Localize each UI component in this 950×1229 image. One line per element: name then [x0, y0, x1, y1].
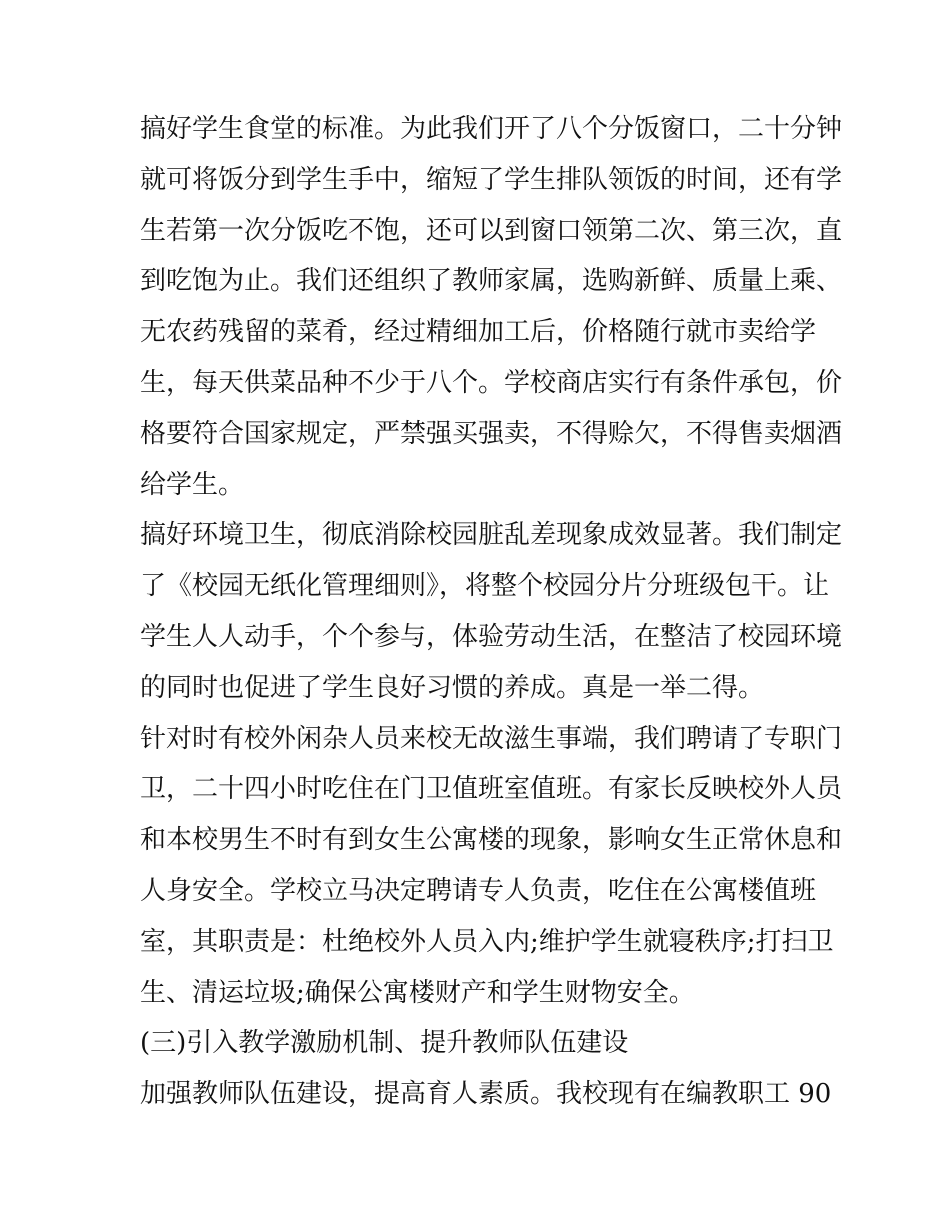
text-line: 室，其职责是：杜绝校外人员入内;维护学生就寝秩序;打扫卫 [140, 926, 834, 957]
text-line: 针对时有校外闲杂人员来校无故滋生事端，我们聘请了专职门 [140, 723, 843, 754]
paragraph-environment [140, 510, 843, 713]
heading-line: (三)引入教学激励机制、提升教师队伍建设 [140, 1028, 629, 1059]
text-line: 给学生。 [140, 469, 245, 500]
document-body [140, 104, 843, 1120]
text-line: 生，每天供菜品种不少于八个。学校商店实行有条件承包，价 [140, 367, 843, 398]
text-line: 的同时也促进了学生良好习惯的养成。真是一举二得。 [140, 672, 765, 703]
paragraph-security [140, 714, 843, 1019]
text-line: 格要符合国家规定，严禁强买强卖，不得赊欠，不得售卖烟酒 [140, 418, 843, 449]
section-heading [140, 1018, 812, 1069]
text-line: 到吃饱为止。我们还组织了教师家属，选购新鲜、质量上乘、 [140, 266, 843, 297]
text-line: 和本校男生不时有到女生公寓楼的现象，影响女生正常休息和 [140, 825, 843, 856]
text-line: 就可将饭分到学生手中，缩短了学生排队领饭的时间，还有学 [140, 164, 843, 195]
text-line: 卫，二十四小时吃住在门卫值班室值班。有家长反映校外人员 [140, 774, 843, 805]
paragraph-canteen [140, 104, 843, 510]
text-line: 无农药残留的菜肴，经过精细加工后，价格随行就市卖给学 [140, 317, 817, 348]
text-line: 加强教师队伍建设，提高育人素质。我校现有在编教职工 90 [140, 1079, 832, 1110]
text-line: 生、清运垃圾;确保公寓楼财产和学生财物安全。 [140, 977, 695, 1008]
paragraph-teachers [140, 1069, 832, 1120]
text-line: 人身安全。学校立马决定聘请专人负责，吃住在公寓楼值班 [140, 875, 817, 906]
text-line: 搞好学生食堂的标准。为此我们开了八个分饭窗口，二十分钟 [140, 114, 843, 144]
text-line: 生若第一次分饭吃不饱，还可以到窗口领第二次、第三次，直 [140, 215, 843, 246]
text-line: 了《校园无纸化管理细则》，将整个校园分片分班级包干。让 [140, 571, 830, 602]
text-line: 搞好环境卫生，彻底消除校园脏乱差现象成效显著。我们制定 [140, 520, 843, 551]
text-line: 学生人人动手，个个参与，体验劳动生活，在整洁了校园环境 [140, 621, 843, 652]
